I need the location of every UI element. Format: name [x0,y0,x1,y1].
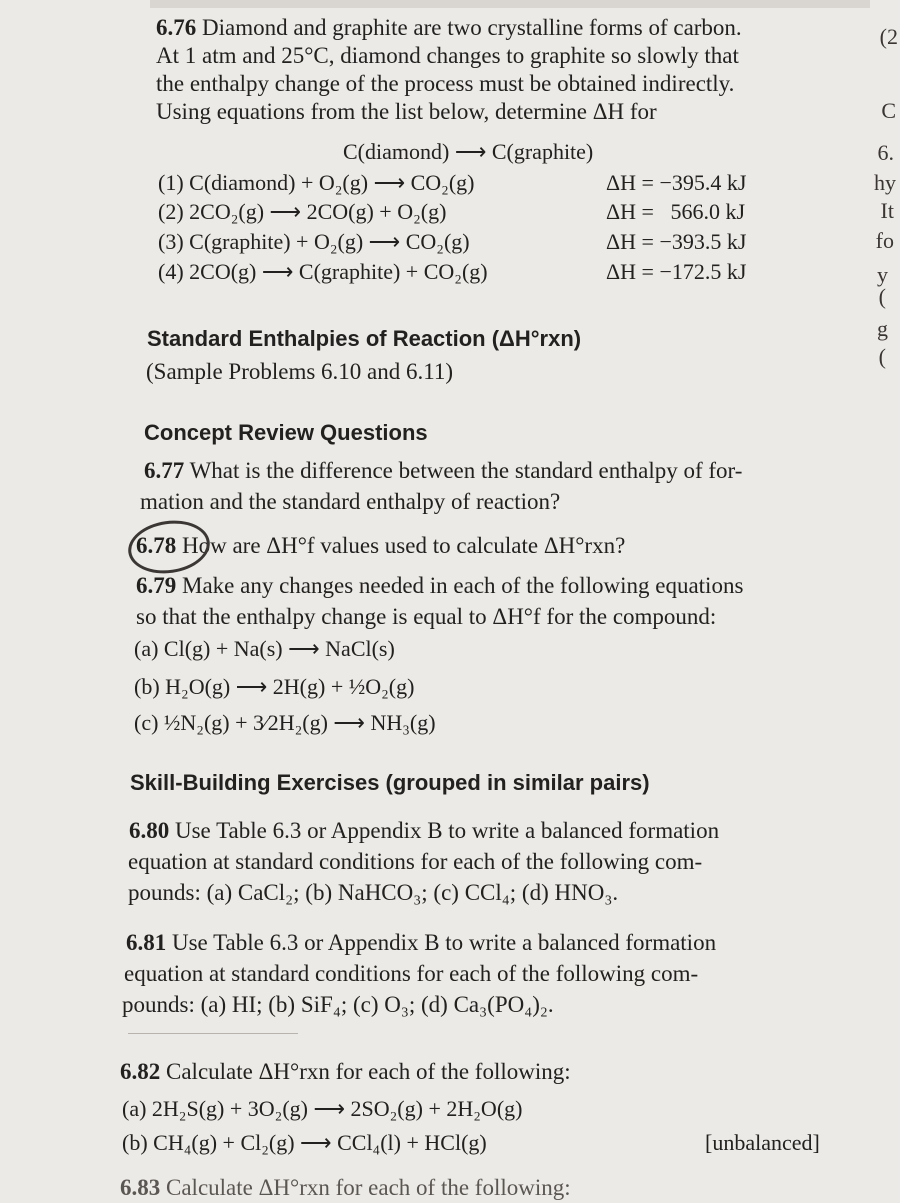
equation-4: (4) 2CO(g) ⟶ C(graphite) + CO₂(g) [158,259,488,284]
adjacent-column-fragment: hy [874,170,896,195]
problem-6-76-line-1 [156,12,742,43]
equation-1-dh: ΔH = −395.4 kJ [606,170,747,195]
problem-number: 6.77 [144,458,185,483]
problem-6-77-line-1 [144,455,742,486]
adjacent-column-fragment: C [881,98,896,123]
problem-6-77-line-2: mation and the standard enthalpy of reaction? [140,489,561,514]
problem-6-82-intro [120,1056,571,1087]
problem-6-81-line-2: equation at standard conditions for each of the following com- [124,961,699,986]
equation-1: (1) C(diamond) + O₂(g) ⟶ CO₂(g) [158,170,475,195]
adjacent-column-fragment: y [877,262,888,287]
equation-4-dh: ΔH = −172.5 kJ [606,259,747,284]
problem-6-81-line-3: pounds: (a) HI; (b) SiF₄; (c) O₃; (d) Ca₃(PO₄)₂. [122,992,554,1017]
problem-6-79-line-2: so that the enthalpy change is equal to ΔH°f for the compound: [136,604,717,629]
problem-6-82-part-a: (a) 2H₂S(g) + 3O₂(g) ⟶ 2SO₂(g) + 2H₂O(g) [122,1096,523,1121]
divider-line [128,1033,298,1034]
problem-text: Use Table 6.3 or Appendix B to write a balanced formation [172,930,717,955]
problem-6-76-line-2: At 1 atm and 25°C, diamond changes to graphite so slowly that [156,43,739,68]
adjacent-column-fragment: ( [878,344,886,369]
adjacent-column-fragment: It [880,198,894,223]
problem-6-80-line-2: equation at standard conditions for each of the following com- [128,849,703,874]
problem-number: 6.78 [136,533,177,558]
problem-text: Use Table 6.3 or Appendix B to write a balanced formation [175,818,720,843]
section-subheading-sample-problems: (Sample Problems 6.10 and 6.11) [146,359,454,384]
problem-6-79-part-b: (b) H₂O(g) ⟶ 2H(g) + ½O₂(g) [134,674,415,699]
problem-6-79-part-a: (a) Cl(g) + Na(s) ⟶ NaCl(s) [134,636,395,661]
problem-number: 6.80 [129,818,170,843]
section-heading-concept-review: Concept Review Questions [144,420,428,445]
problem-6-80-line-3: pounds: (a) CaCl₂; (b) NaHCO₃; (c) CCl₄; (d) HNO₃. [128,880,619,905]
problem-text: Make any changes needed in each of the following equations [182,573,744,598]
problem-6-82-part-b: (b) CH₄(g) + Cl₂(g) ⟶ CCl₄(l) + HCl(g) [122,1130,487,1155]
adjacent-column-fragment: (2 [879,24,898,49]
cropped-header-band [150,0,870,8]
problem-text: What is the difference between the standard enthalpy of for- [189,458,743,483]
problem-text: Diamond and graphite are two crystalline forms of carbon. [202,15,742,40]
equation-2: (2) 2CO₂(g) ⟶ 2CO(g) + O₂(g) [158,199,447,224]
problem-6-76-line-4: Using equations from the list below, determine ΔH for [156,99,657,124]
section-heading-standard-enthalpies: Standard Enthalpies of Reaction (ΔH°rxn) [147,326,582,351]
problem-number: 6.79 [136,573,177,598]
equation-3: (3) C(graphite) + O₂(g) ⟶ CO₂(g) [158,229,470,254]
problem-6-76-line-3: the enthalpy change of the process must be obtained indirectly. [156,71,735,96]
problem-6-82-unbalanced-note: [unbalanced] [705,1130,820,1155]
problem-number: 6.81 [126,930,167,955]
adjacent-column-fragment: ( [878,284,886,309]
problem-text: How are ΔH°f values used to calculate ΔH°rxn? [182,533,626,558]
problem-number: 6.82 [120,1059,161,1084]
problem-6-80-line-1 [129,815,719,846]
adjacent-column-fragment: fo [875,228,894,253]
problem-6-83-cropped [120,1172,571,1203]
section-heading-skill-building: Skill-Building Exercises (grouped in similar pairs) [130,770,650,795]
adjacent-column-fragment: 6. [877,140,894,165]
problem-number: 6.76 [156,15,197,40]
problem-6-81-line-1 [126,927,716,958]
problem-6-79-part-c: (c) ½N₂(g) + 3⁄2H₂(g) ⟶ NH₃(g) [134,710,436,735]
equation-2-dh: ΔH = 566.0 kJ [606,199,746,224]
equation-3-dh: ΔH = −393.5 kJ [606,229,747,254]
adjacent-column-fragment: g [877,316,888,341]
problem-6-79-line-1 [136,570,743,601]
problem-number: 6.83 [120,1175,161,1200]
problem-text: Calculate ΔH°rxn for each of the following: [166,1175,571,1200]
problem-text: Calculate ΔH°rxn for each of the following: [166,1059,571,1084]
target-reaction: C(diamond) ⟶ C(graphite) [343,139,594,164]
